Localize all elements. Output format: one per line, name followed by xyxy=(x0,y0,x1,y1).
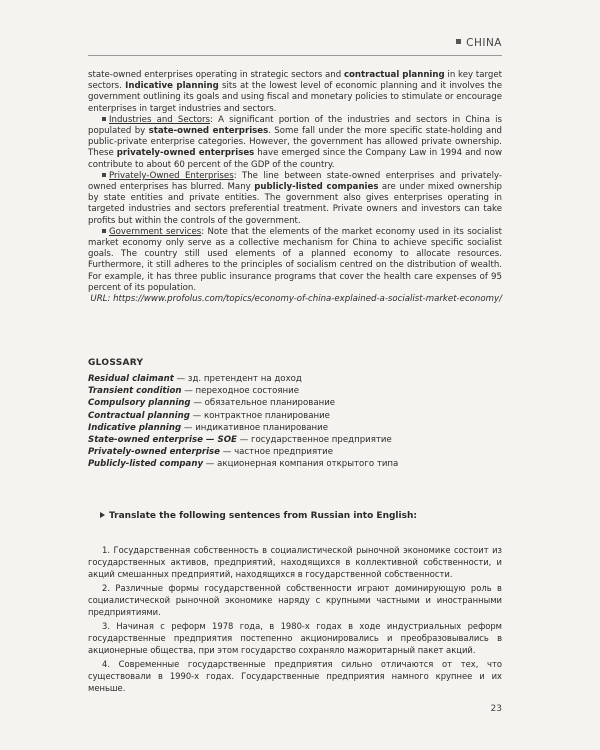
text-run: in key target sectors. xyxy=(88,70,502,92)
exercise-title: Translate the following sentences from Russian into English: xyxy=(109,511,417,521)
glossary-entry xyxy=(88,373,502,385)
glossary-definition: — обязательное планирование xyxy=(190,398,336,409)
glossary-definition: — индикативное планирование xyxy=(181,422,329,433)
glossary-entry xyxy=(88,385,502,397)
glossary-list xyxy=(88,373,502,471)
glossary-entry xyxy=(88,422,502,434)
source-url: URL: https://www.profolus.com/topics/economy-of-china-explained-a-socialist-market-economy/ xyxy=(90,294,502,305)
square-bullet-icon xyxy=(102,229,106,233)
glossary-term: Indicative planning xyxy=(88,422,182,433)
glossary-term: Residual claimant xyxy=(88,374,174,384)
underlined-heading: Privately-Owned Enterprises xyxy=(109,170,234,181)
paragraph-government xyxy=(88,227,502,294)
glossary-term: Privately-owned enterprise xyxy=(88,447,221,458)
exercise-sentence: 2. Различные формы государственной собственности играют доминирующую роль в социалистической рыночной экономике наряду с крупными частными и иностранными предприятиями. xyxy=(88,583,502,617)
text-run: : A significant portion of the industries and sectors in China is populated by xyxy=(88,114,503,137)
paragraph-planning xyxy=(88,70,502,115)
glossary-title: GLOSSARY xyxy=(88,358,144,368)
triangle-marker-icon xyxy=(100,512,105,518)
running-head xyxy=(456,37,502,49)
text-run: . Some fall under the more specific state-holding and public-private enterprise categories. However, the government has allowed private ownership. These xyxy=(88,126,502,159)
body-text xyxy=(88,70,502,305)
glossary-definition: — переходное состояние xyxy=(181,386,300,397)
square-bullet-icon xyxy=(102,117,106,121)
exercise-sentence: 3. Начиная с реформ 1978 года, в 1980-х годах в ходе индустриальных реформ государственные предприятия постепенно акционировались и преобразовывались в акционерные общества, при этом государство сохраняло мажоритарный пакет акций. xyxy=(88,621,502,655)
paragraph-private-text xyxy=(88,171,502,226)
paragraph-private xyxy=(88,171,502,227)
glossary-entry xyxy=(88,446,502,458)
glossary-entry xyxy=(88,434,502,446)
glossary-term: Contractual planning xyxy=(88,410,190,421)
paragraph-industries xyxy=(88,115,502,171)
exercise-sentence: 1. Государственная собственность в социалистической рыночной экономике состоит из государственных активов, предприятий, находящихся в коллективной собственности, и акций смешанных предприятий, находящихся в государственной собственности. xyxy=(88,545,502,579)
bold-term: Indicative planning xyxy=(125,81,219,92)
header-rule xyxy=(88,55,502,56)
page-number: 23 xyxy=(490,704,502,714)
glossary-entry xyxy=(88,458,502,470)
section-title: CHINA xyxy=(466,37,502,49)
bold-term: contractual planning xyxy=(343,70,445,80)
bold-term: privately-owned enterprises xyxy=(116,148,255,159)
text-run: state-owned enterprises operating in strategic sectors and xyxy=(88,70,344,80)
glossary-definition: — государственное предприятие xyxy=(236,435,392,446)
bold-term: publicly-listed companies xyxy=(254,182,379,193)
exercise-heading xyxy=(100,511,417,521)
text-run: have emerged since the Company Law in 1994 and now contribute to about 60 percent of the GDP of the country. xyxy=(88,148,502,170)
square-bullet-icon xyxy=(456,39,461,44)
glossary-definition: — акционерная компания открытого типа xyxy=(203,459,399,470)
text-run: are under mixed ownership by state entities and private entities. The government also gives enterprises operating in targeted industries and sectors preferential treatment. Private owners and investors can take profits but within the controls of the government. xyxy=(88,182,502,226)
glossary-entry xyxy=(88,410,502,422)
glossary-term: Compulsory planning xyxy=(88,398,191,409)
glossary-definition: — контрактное планирование xyxy=(189,410,330,421)
exercise-sentence: 4. Современные государственные предприятия сильно отличаются от тех, что существовали в 1990-х годах. Государственные предприятия намного крупнее и их меньше. xyxy=(88,659,502,693)
text-run: : Note that the elements of the market economy used in its socialist market economy only serve as a collective mechanism for China to achieve specific socialist goals. The country still used elements of a planned economy to allocate resources. Furthermore, it still adheres to the principles of socialism centred on the distribution of wealth. For example, it has three public insurance programs that cover the health care expenses of 95 percent of its population. xyxy=(88,226,502,293)
paragraph-industries-text xyxy=(88,115,502,170)
glossary-term: State-owned enterprise — SOE xyxy=(88,435,237,446)
exercise-sentences xyxy=(88,544,502,696)
underlined-heading: Government services xyxy=(109,226,202,237)
glossary-term: Transient condition xyxy=(88,386,182,397)
square-bullet-icon xyxy=(102,173,106,177)
text-run: : The line between state-owned enterprises and privately-owned enterprises has blurred. Many xyxy=(88,170,502,193)
glossary-term: Publicly-listed company xyxy=(88,459,204,470)
bold-term: state-owned enterprises xyxy=(148,126,269,137)
glossary-definition: — зд. претендент на доход xyxy=(173,374,302,384)
glossary-definition: — частное предприятие xyxy=(220,447,334,458)
glossary-entry xyxy=(88,397,502,409)
underlined-heading: Industries and Sectors xyxy=(109,114,211,125)
paragraph-government-text xyxy=(88,227,502,293)
text-run: sits at the lowest level of economic planning and it involves the government outlining its goals and using fiscal and monetary policies to stimulate or encourage enterprises in target industries and sectors. xyxy=(88,81,503,114)
